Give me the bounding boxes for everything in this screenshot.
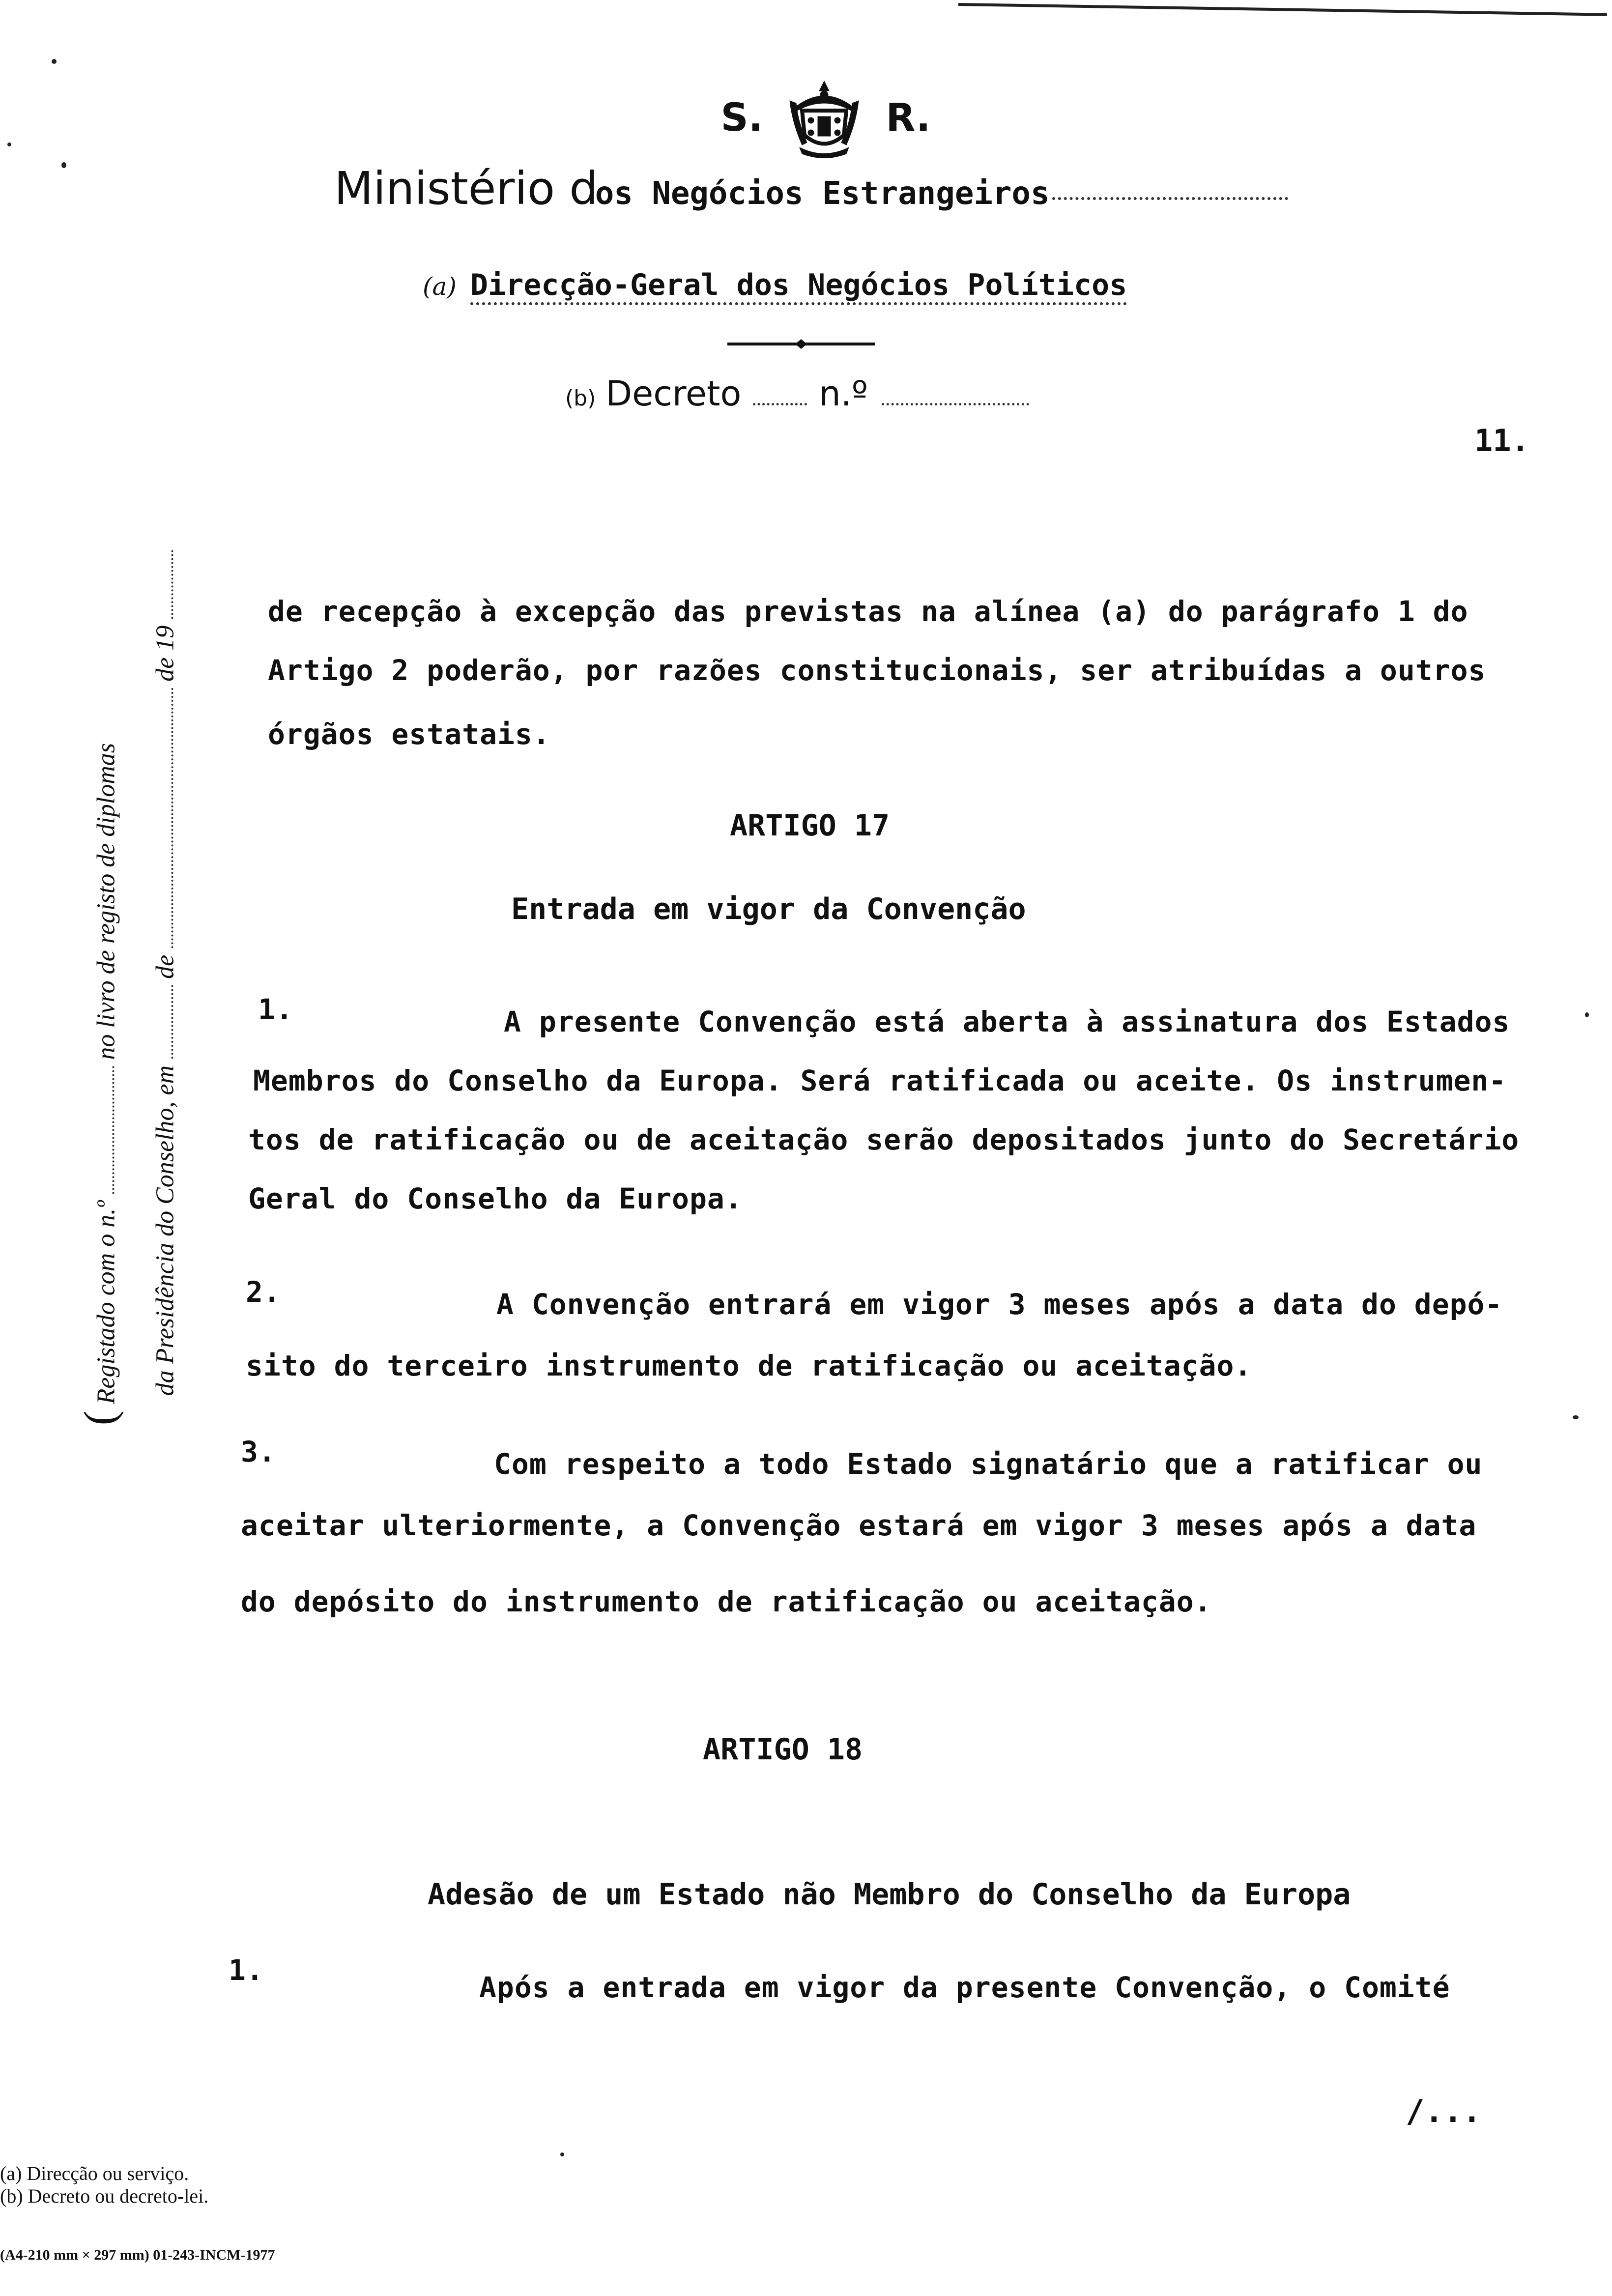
footnote-a: (a) Direcção ou serviço. [0, 2162, 189, 2184]
article-17-p2-line-2: sito do terceiro instrumento de ratificação ou aceitação. [246, 1349, 1252, 1382]
intro-line-3: órgãos estatais. [268, 718, 550, 751]
margin-note-row-1 [71, 550, 136, 1426]
margin-note-row-2 [136, 550, 195, 1426]
margin-note-blank-4 [172, 550, 173, 619]
ministry-prefix: Ministério d [334, 162, 598, 215]
article-17-heading: ARTIGO 17 [730, 808, 890, 843]
article-17-title: Entrada em vigor da Convenção [511, 892, 1026, 926]
article-17-p3-line-3: do depósito do instrumento de ratificação ou aceitação. [241, 1585, 1212, 1618]
article-17-p3-number: 3. [241, 1435, 276, 1468]
numero-label: n.º [819, 373, 868, 414]
article-17-p3-line-1: Com respeito a todo Estado signatário que a ratificar ou [494, 1447, 1483, 1481]
continues-mark: /... [1406, 2094, 1482, 2130]
intro-line-1: de recepção à excepção das previstas na alínea (a) do parágrafo 1 do [268, 595, 1468, 628]
decreto-line [565, 373, 1029, 414]
coat-of-arms-icon [782, 76, 866, 160]
article-17-p2-number: 2. [246, 1275, 281, 1309]
direccao-line [423, 268, 1127, 305]
article-18-title: Adesão de um Estado não Membro do Conselho da Europa [428, 1877, 1351, 1912]
scan-speck [61, 162, 66, 168]
article-17-p1-line-3: tos de ratificação ou de aceitação serão depositados junto do Secretário [248, 1123, 1520, 1156]
article-17-p1-line-4: Geral do Conselho da Europa. [248, 1182, 743, 1215]
divider-ornament-icon [727, 339, 875, 349]
numero-blank [882, 403, 1029, 405]
margin-note-registado: Registado com o n.º [92, 1200, 120, 1405]
article-17-p1-line-2: Membros do Conselho da Europa. Será ratificada ou aceite. Os instrumen- [253, 1064, 1507, 1097]
scan-speck [1573, 1415, 1579, 1419]
margin-note-blank-1 [113, 1066, 115, 1194]
decreto-label: Decreto [605, 373, 742, 414]
margin-note-blank-3 [172, 688, 173, 948]
article-17-p2-line-1: A Convenção entrará em vigor 3 meses após a data do depó- [496, 1288, 1503, 1321]
direccao-name: Direcção-Geral dos Negócios Políticos [470, 268, 1127, 305]
margin-note-presidencia: da Presidência do Conselho, em [151, 1065, 179, 1396]
letterhead-sr [678, 74, 973, 162]
scan-speck [52, 59, 57, 64]
article-18-p1-number: 1. [229, 1953, 264, 1987]
margin-registration-note [71, 550, 195, 1426]
article-17-p1-number: 1. [258, 993, 293, 1026]
decreto-blank [753, 403, 807, 405]
margin-note-blank-2 [172, 985, 173, 1059]
footnote-b: (b) Decreto ou decreto-lei. [0, 2185, 209, 2207]
letterhead-r: R. [886, 96, 931, 140]
scan-speck [1585, 1012, 1589, 1017]
article-18-p1-line-1: Após a entrada em vigor da presente Convenção, o Comité [479, 1971, 1450, 2004]
margin-note-de19: de 19 [151, 625, 179, 682]
page-number: 11. [1474, 423, 1529, 459]
margin-bracket: ( [75, 1410, 124, 1426]
decreto-marker: (b) [565, 386, 596, 411]
ministry-name: os Negócios Estrangeiros [595, 175, 1050, 212]
scan-speck [7, 143, 11, 146]
article-18-heading: ARTIGO 18 [703, 1732, 863, 1767]
margin-note-livro: no livro de registo de diplomas [92, 743, 120, 1060]
article-17-p1-line-1: A presente Convenção está aberta à assinatura dos Estados [504, 1005, 1510, 1038]
margin-note-de: de [151, 954, 179, 979]
scan-speck [560, 2152, 564, 2156]
print-code: (A4-210 mm × 297 mm) 01-243-INCM-1977 [0, 2247, 275, 2263]
footnotes [0, 2162, 208, 2208]
article-17-p3-line-2: aceitar ulteriormente, a Convenção estará em vigor 3 meses após a data [241, 1509, 1477, 1542]
ministry-fill-dots [1052, 197, 1288, 200]
ministry-line [334, 162, 1288, 241]
top-edge-line [958, 3, 1607, 16]
intro-line-2: Artigo 2 poderão, por razões constitucionais, ser atribuídas a outros [268, 654, 1486, 687]
letterhead-s: S. [720, 96, 763, 140]
direccao-marker: (a) [423, 272, 457, 301]
